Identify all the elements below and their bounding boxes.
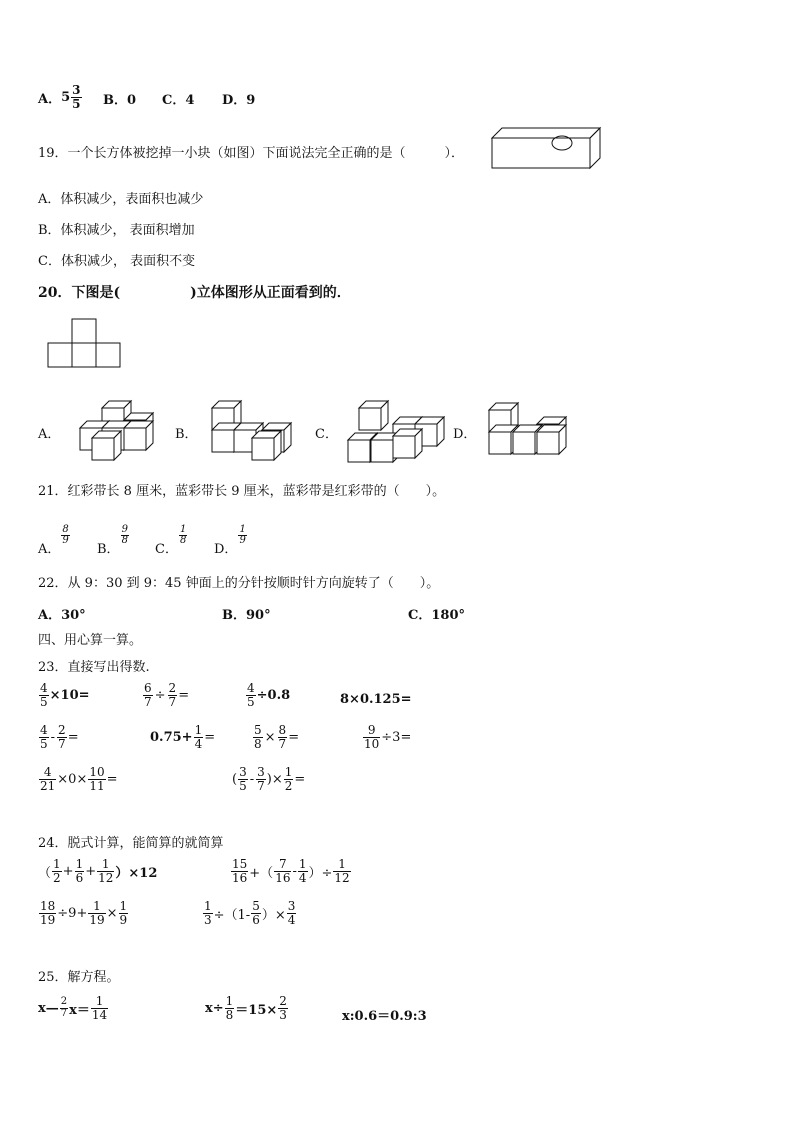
- cube: [252, 431, 281, 460]
- q21-option-d-fraction: $\frac{1}{9}$: [239, 523, 246, 546]
- q21-option-a: [38, 514, 71, 557]
- q23-expr-7: $\frac{5}{8}$ × $\frac{8}{7}$ =: [254, 723, 300, 751]
- q20-option-d-label: D．: [453, 427, 477, 442]
- cube: [92, 431, 121, 460]
- cube: [393, 429, 422, 458]
- q19-option-c: C．体积减少， 表面积不变: [38, 254, 196, 269]
- q21-option-c: [155, 514, 188, 557]
- q21-option-b: [97, 514, 130, 557]
- q23-expr-10: ( $\frac{3}{5}$ - $\frac{3}{7}$ )× $\frac{1}{2}$ =: [232, 765, 306, 793]
- q21-option-b-label: B．: [97, 542, 120, 557]
- section-4-title: 四、用心算一算。: [38, 633, 143, 648]
- q18-option-c: C．4: [162, 93, 195, 108]
- q21-option-a-label: A．: [38, 542, 61, 557]
- cube: [359, 401, 388, 430]
- q23-expr-6: 0.75+ $\frac{1}{4}$ =: [150, 723, 216, 751]
- q25-stem: 25．解方程。: [38, 970, 120, 985]
- q23-expr-1: $\frac{4}{5}$ ×10=: [40, 681, 90, 709]
- q20-option-c-label: C．: [315, 427, 338, 442]
- q22-option-a: A．30°: [38, 608, 86, 623]
- q20-option-d-figure: [487, 402, 579, 464]
- q19-option-b: B．体积减少， 表面积增加: [38, 223, 195, 238]
- q21-option-c-fraction: $\frac{1}{8}$: [179, 523, 187, 546]
- q22-option-b: B．90°: [222, 608, 271, 623]
- q20-stem: 20．下图是( )立体图形从正面看到的．: [38, 285, 351, 301]
- q20-option-a-figure: [72, 398, 164, 464]
- q24-expr-1: （ $\frac{1}{2}$ + $\frac{1}{6}$ + $\frac{1}{12}$ ）×12: [38, 857, 158, 885]
- cube: [124, 421, 153, 450]
- q21-option-d: [214, 514, 248, 557]
- q23-expr-5: $\frac{4}{5}$ - $\frac{2}{7}$ =: [40, 723, 79, 751]
- q23-expr-4: 8×0.125=: [340, 692, 412, 707]
- q20-option-c-figure: [345, 398, 447, 466]
- q20-front-view-figure: [48, 319, 122, 369]
- q18-options: [38, 84, 83, 110]
- q19-option-a: A．体积减少，表面积也减少: [38, 192, 204, 207]
- q20-option-b-label: B．: [175, 427, 198, 442]
- q23-expr-9: $\frac{4}{21}$ ×0× $\frac{10}{11}$ =: [40, 765, 118, 793]
- q18-option-a-whole: 5: [61, 89, 71, 105]
- q24-expr-3: $\frac{18}{19}$ ÷9+ $\frac{1}{19}$ × $\frac{1}{9}$: [40, 899, 128, 927]
- q25-equation-3: x:0.6＝0.9:3: [342, 1009, 427, 1024]
- q21-option-b-fraction: $\frac{9}{8}$: [121, 523, 128, 546]
- q25-equation-2: x÷ $\frac{1}{8}$ ＝15× $\frac{2}{3}$: [205, 994, 287, 1022]
- q21-option-c-label: C．: [155, 542, 178, 557]
- q22-option-c: C．180°: [408, 608, 465, 623]
- q18-option-a-fraction: $\frac{3}{5}$: [72, 83, 81, 111]
- q19-stem: 19．一个长方体被挖掉一小块（如图）下面说法完全正确的是（ ）．: [38, 146, 465, 161]
- q23-expr-8: $\frac{9}{10}$ ÷3=: [364, 723, 412, 751]
- q21-option-d-label: D．: [214, 542, 238, 557]
- q19-cuboid-figure: [490, 126, 602, 172]
- q22-stem: 22．从 9：30 到 9：45 钟面上的分针按顺时针方向旋转了（ ）。: [38, 576, 440, 591]
- q25-equation-1: x— $\frac{2}{7}$ x＝ $\frac{1}{14}$: [38, 994, 108, 1022]
- q23-stem: 23．直接写出得数.: [38, 660, 150, 675]
- q24-expr-4: $\frac{1}{3}$ ÷（1- $\frac{5}{6}$ ）× $\frac{3}{4}$: [204, 899, 296, 927]
- q24-expr-2: $\frac{15}{16}$ +（ $\frac{7}{16}$ - $\frac{1}{4}$ ）÷ $\frac{1}{12}$: [232, 857, 350, 885]
- q20-option-a-label: A．: [38, 427, 61, 442]
- q18-option-d: D．9: [222, 93, 256, 108]
- q18-option-a-label: A．: [38, 91, 62, 107]
- q20-option-b-figure: [210, 398, 302, 464]
- q23-expr-2: $\frac{6}{7}$ ÷ $\frac{2}{7}$ =: [144, 681, 190, 709]
- cube: [537, 425, 566, 454]
- q21-option-a-fraction: $\frac{8}{9}$: [62, 523, 69, 546]
- q24-stem: 24．脱式计算，能简算的就简算: [38, 836, 224, 851]
- q21-stem: 21．红彩带长 8 厘米，蓝彩带长 9 厘米，蓝彩带是红彩带的（ ）。: [38, 484, 446, 499]
- q23-expr-3: $\frac{4}{5}$ ÷0.8: [247, 681, 291, 709]
- q18-option-b: B．0: [103, 93, 137, 108]
